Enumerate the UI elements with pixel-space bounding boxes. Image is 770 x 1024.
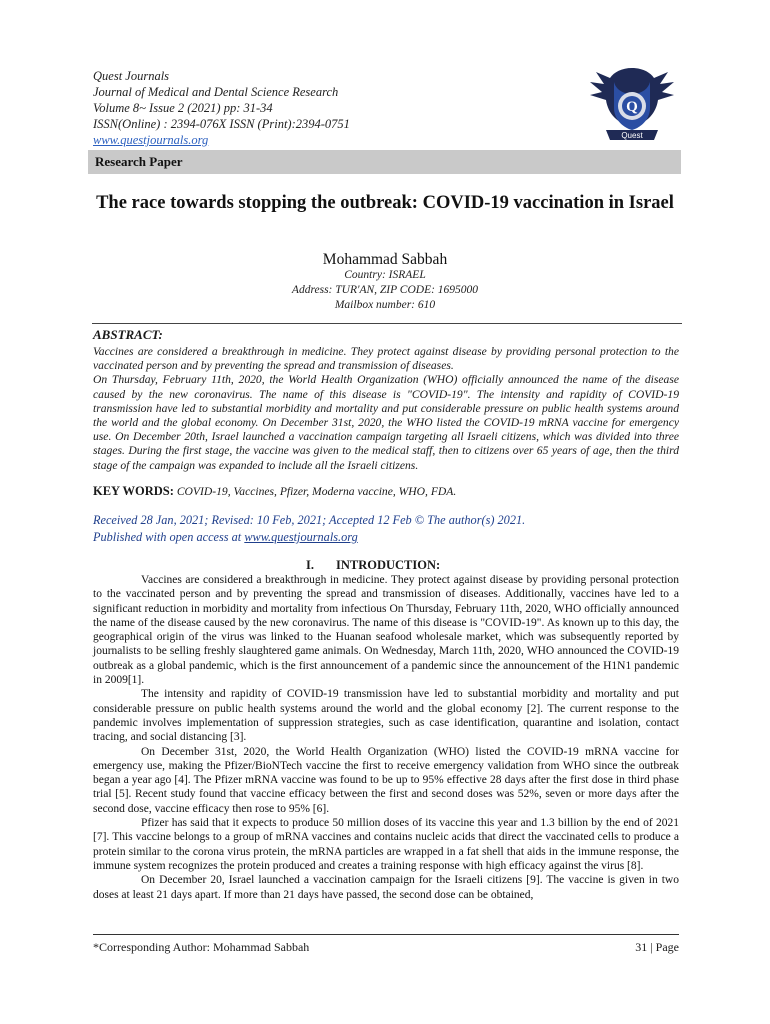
page-number: 31 | Page [635, 940, 679, 954]
quest-journals-logo [582, 62, 682, 144]
corresponding-author: *Corresponding Author: Mohammad Sabbah [93, 940, 310, 954]
journal-name: Quest Journals [93, 69, 170, 83]
affiliation-address: Address: TUR'AN, ZIP CODE: 1695000 [291, 284, 479, 296]
published-link[interactable]: www.questjournals.org [244, 530, 358, 544]
section-title: INTRODUCTION: [336, 558, 441, 572]
introduction-body [93, 573, 679, 902]
journal-website-link[interactable]: www.questjournals.org [93, 133, 209, 147]
abstract-paragraph: On Thursday, February 11th, 2020, the World Health Organization (WHO) officially announced the name of the disease caused by the new coronavirus. The name of this disease is "COVID-19". The intensity and rapidity of COVID-19 transmission have led to substantial morbidity and mortality and put considerable pressure on public health systems around the world and the global economy. On December 31st, 2020, the WHO listed the COVID-19 mRNA vaccine for emergency use. On December 20th, Israel launched a vaccination campaign targeting all Israeli citizens, which was divided into three stages. During the first stage, the vaccine was given to the medical staff, then to citizens over 65 years of age, then the third stage of the campaign was expanded to include all the Israeli citizens. [93, 373, 679, 472]
received-dates: Received 28 Jan, 2021; Revised: 10 Feb, 2021; Accepted 12 Feb © The author(s) 2021. [93, 513, 526, 527]
journal-header [93, 68, 493, 148]
journal-volume: Volume 8~ Issue 2 (2021) pp: 31-34 [93, 101, 273, 115]
footer-divider [93, 934, 679, 935]
body-paragraph: Vaccines are considered a breakthrough in medicine. They protect against disease by providing personal protection to the vaccinated person and by preventing the spread and transmission of diseases. Additionally, vaccines have led to a significant reduction in morbidity and mortality from infectious On Thursday, February 11th, 2020, WHO officially announced the name of the disease caused by the new coronavirus. The name of this disease is "COVID-19". As known up to this day, the geographical origin of the virus was linked to the Huanan seafood wholesale market, which was subsequently reported by journalists to be selling freshly slaughtered game animals. On Wednesday, March 11th, 2020, WHO announced the COVID-19 outbreak as a global pandemic, which is the first announcement of a pandemic since the announcement of the H1N1 pandemic in 2009[1]. [93, 574, 679, 687]
keywords [93, 484, 679, 499]
body-paragraph: Pfizer has said that it expects to produce 50 million doses of its vaccine this year and 1.3 billion by the end of 2021 [7]. This vaccine belongs to a group of mRNA vaccines and contains nucleic acids that direct the vaccinated cells to produce a protein similar to the corona virus protein, the mRNA particles are wrapped in a fat shell that aids in the immune response, the immune system recognizes the protein produced and creates a training response with high efficacy against the virus [8]. [93, 817, 679, 872]
affiliation-mailbox: Mailbox number: 610 [334, 299, 436, 311]
section-heading [306, 558, 440, 573]
logo-text: Quest [621, 131, 643, 140]
journal-full-name: Journal of Medical and Dental Science Research [93, 85, 339, 99]
affiliation-country: Country: ISRAEL [344, 269, 426, 281]
publication-info [93, 512, 679, 546]
keywords-text: COVID-19, Vaccines, Pfizer, Moderna vaccine, WHO, FDA. [173, 485, 457, 498]
divider [92, 323, 682, 324]
abstract-body [93, 345, 679, 473]
keywords-label: KEY WORDS: [93, 484, 174, 498]
published-prefix: Published with open access at [93, 530, 245, 544]
logo-letter: Q [626, 99, 638, 115]
abstract-paragraph: Vaccines are considered a breakthrough in medicine. They protect against disease by providing personal protection to the vaccinated person and by preventing the spread and transmission of diseases. [93, 345, 679, 373]
body-paragraph: The intensity and rapidity of COVID-19 transmission have led to substantial morbidity and mortality and put considerable pressure on public health systems around the world and the global economy [2]. The current response to the pandemic involves implementation of suppression strategies, such as case identification, quarantine and isolation, contact tracing, and social distancing [3]. [93, 688, 679, 744]
paper-title: The race towards stopping the outbreak: COVID-19 vaccination in Israel [96, 193, 674, 213]
section-label: Research Paper [95, 154, 183, 169]
author-name: Mohammad Sabbah [322, 251, 448, 268]
body-paragraph: On December 31st, 2020, the World Health Organization (WHO) listed the COVID-19 mRNA vaccine for emergency use, making the Pfizer/BioNTech vaccine the first to receive emergency validation from WHO since the outbreak began a year ago [4]. The Pfizer mRNA vaccine was found to be up to 95% effective 28 days after the first dose in third phase trial [5]. Recent study found that vaccine efficacy between the first and second doses was 52%, seven or more days after the second dose, vaccine efficacy then rose to 95% [6]. [93, 745, 679, 815]
section-label-bar [88, 150, 681, 174]
section-number: I. [306, 558, 314, 572]
abstract-heading: ABSTRACT: [93, 327, 163, 342]
published-line [93, 529, 679, 546]
journal-issn: ISSN(Online) : 2394-076X ISSN (Print):2394-0751 [93, 117, 350, 131]
body-paragraph: On December 20, Israel launched a vaccination campaign for the Israeli citizens [9]. The vaccine is given in two doses at least 21 days apart. If more than 21 days have passed, the second dose can be obtained, [93, 874, 679, 901]
